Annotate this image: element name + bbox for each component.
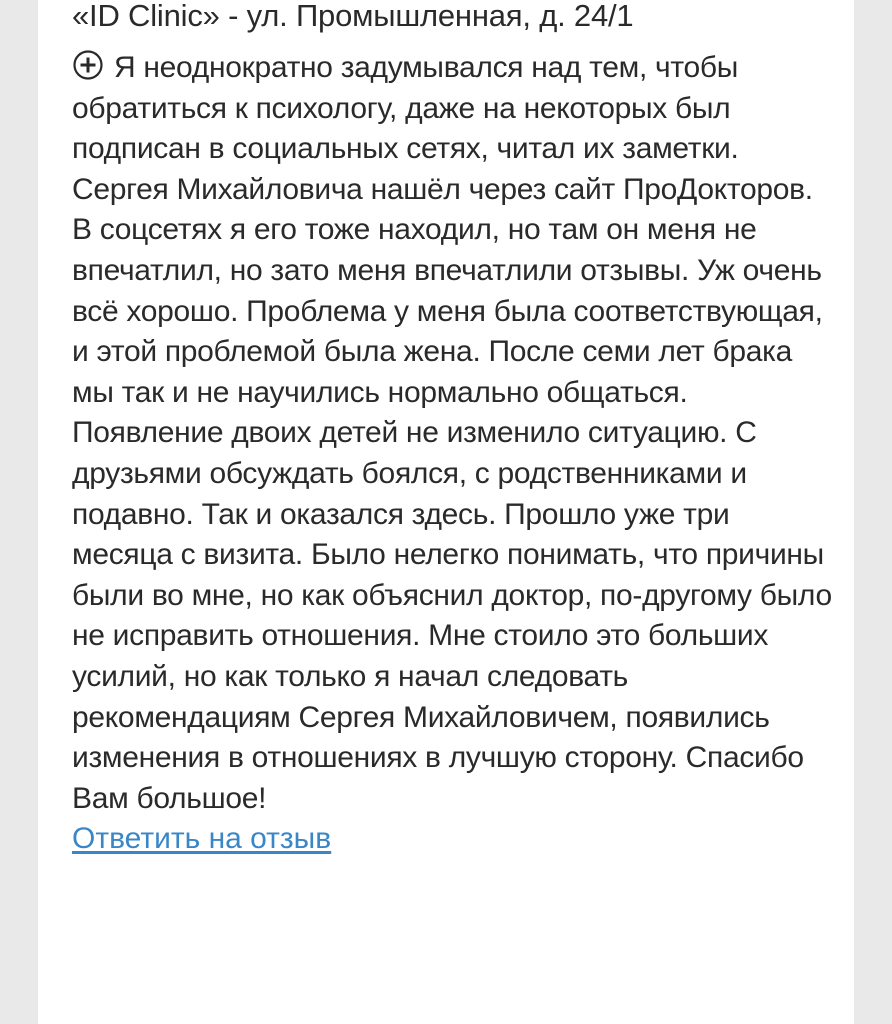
- review-text: Я неоднократно задумывался над тем, чтобы обратиться к психологу, даже на некоторых был подписан в социальных сетях, читал их заметки. Сергея Михайловича нашёл через сайт ПроДокторов. В соцсетях я его тоже находил, но там он меня не впечатлил, но зато меня впечатлили отзывы. Уж очень всё хорошо. Проблема у меня была соответствующая, и этой проблемой была жена. После семи лет брака мы так и не научились нормально общаться. Появление двоих детей не изменило ситуацию. С друзьями обсуждать боялся, с родственниками и подавно. Так и оказался здесь. Прошло уже три месяца с визита. Было нелегко понимать, что причины были во мне, но как объяснил доктор, по-другому было не исправить отношения. Мне стоило это больших усилий, но как только я начал следовать рекомендациям Сергея Михайловичем, появились изменения в отношениях в лучшую сторону. Спасибо Вам большое!: [72, 51, 832, 815]
- review-card: [38, 0, 854, 1024]
- reply-to-review-link[interactable]: Ответить на отзыв: [72, 822, 332, 856]
- review-body: [72, 48, 832, 819]
- clinic-address: «ID Clinic» - ул. Промышленная, д. 24/1: [72, 0, 634, 33]
- plus-circle-icon[interactable]: [72, 49, 104, 81]
